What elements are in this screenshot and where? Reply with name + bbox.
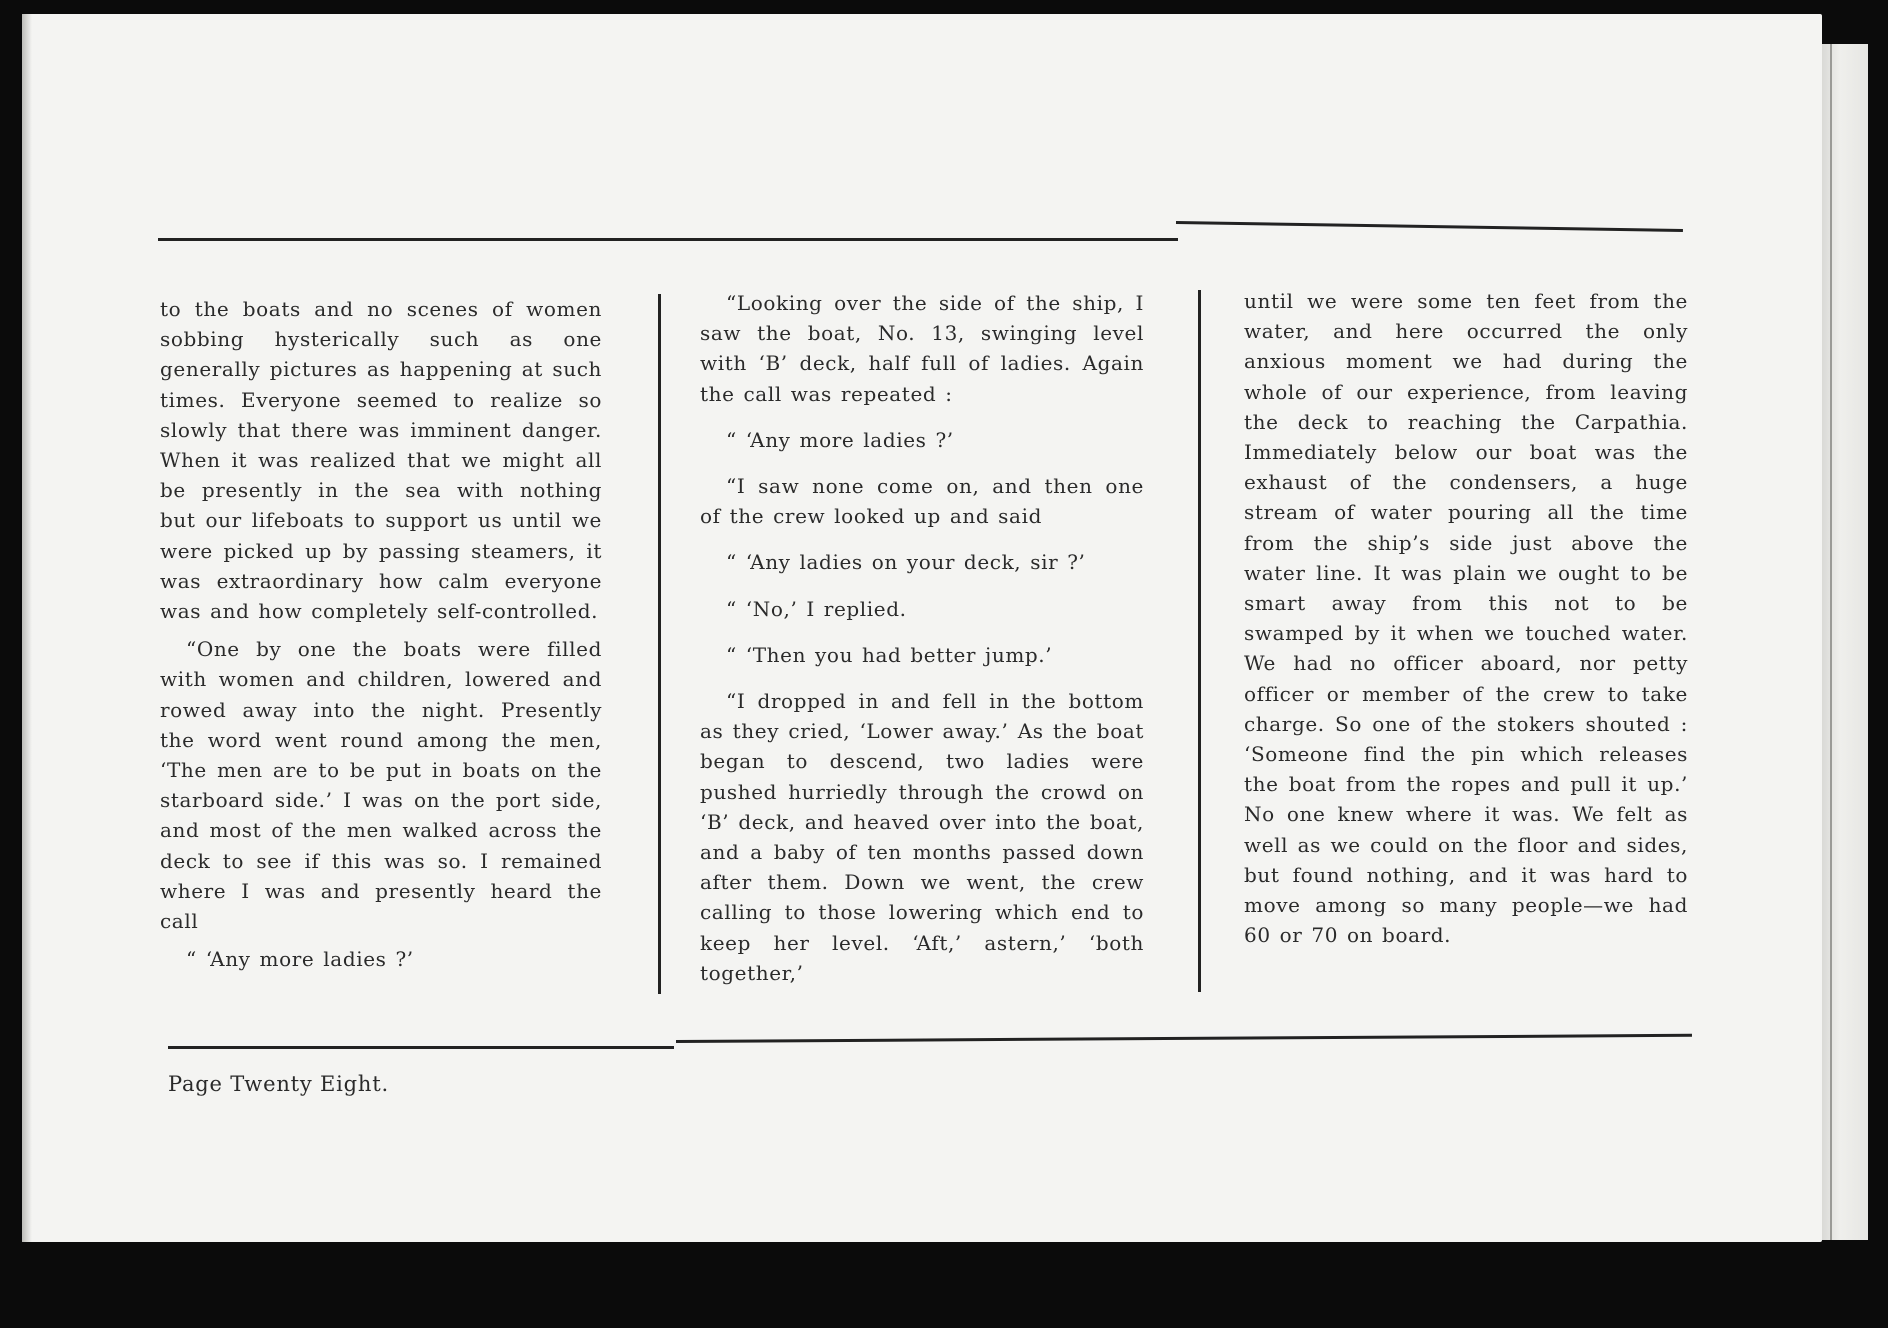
paragraph: “I saw none come on, and then one of the crew looked up and said xyxy=(700,474,1144,529)
paragraph: “ ‘Any more ladies ?’ xyxy=(186,947,414,972)
paragraph: “ ‘Then you had better jump.’ xyxy=(726,642,1053,667)
column-divider-1 xyxy=(658,294,661,994)
paper-shadow xyxy=(22,14,32,1242)
paragraph: until we were some ten feet from the water, and here occurred the only anxious moment we had during the whole of our experience, from leaving the deck to reaching the Carpathia. Immediately below our boat was the exhaust of the condensers, a huge stream of water pouring all the time from the ship’s side just above the water line. It was plain we ought to be smart away from this not to be swamped by it when we touched water. We had no officer aboard, nor petty officer or member of the crew to take charge. So one of the stokers shouted : ‘Someone find the pin which releases the boat from the ropes and pull it up.’ No one knew where it was. We felt as well as we could on the floor and sides, but found nothing, and it was hard to move among so many people—we had 60 or 70 on board. xyxy=(1244,289,1688,948)
paragraph: “I dropped in and fell in the bottom as they cried, ‘Lower away.’ As the boat began to descend, two ladies were pushed hurriedly through the crowd on ‘B’ deck, and heaved over into the boat, and a baby of ten months passed down after them. Down we went, the crew calling to those lowering which end to keep her level. ‘Aft,’ astern,’ ‘both together,’ xyxy=(700,689,1144,985)
next-page-edge xyxy=(1822,44,1868,1240)
paragraph: “ ‘No,’ I replied. xyxy=(726,596,907,621)
page-edge-line xyxy=(1830,44,1832,1240)
top-rule-left xyxy=(158,238,1178,241)
bottom-rule-left xyxy=(168,1046,674,1049)
paragraph: “ ‘Any ladies on your deck, sir ?’ xyxy=(726,550,1086,575)
paragraph: “One by one the boats were filled with women and children, lowered and rowed away into the night. Presently the word went round among the men, ‘The men are to be put in boats on the starboard side.’ I was on the port side, and most of the men walked across the deck to see if this was so. I remained where I was and presently heard the call xyxy=(160,637,602,934)
paragraph: to the boats and no scenes of women sobbing hysterically such as one generally pictures as happening at such times. Everyone seemed to realize so slowly that there was imminent danger. When it was realized that we might all be presently in the sea with nothing but our lifeboats to support us until we were picked up by passing steamers, it was extraordinary how calm everyone was and how completely self-controlled. xyxy=(160,297,602,624)
paragraph: “Looking over the side of the ship, I saw the boat, No. 13, swinging level with ‘B’ deck, half full of ladies. Again the call was repeated : xyxy=(700,291,1144,406)
text-column-middle xyxy=(700,288,1144,996)
paragraph: “ ‘Any more ladies ?’ xyxy=(726,427,954,452)
page-number-label: Page Twenty Eight. xyxy=(168,1072,389,1096)
text-column-right xyxy=(1244,286,1688,958)
column-divider-2 xyxy=(1198,290,1201,992)
text-column-left xyxy=(160,294,602,990)
